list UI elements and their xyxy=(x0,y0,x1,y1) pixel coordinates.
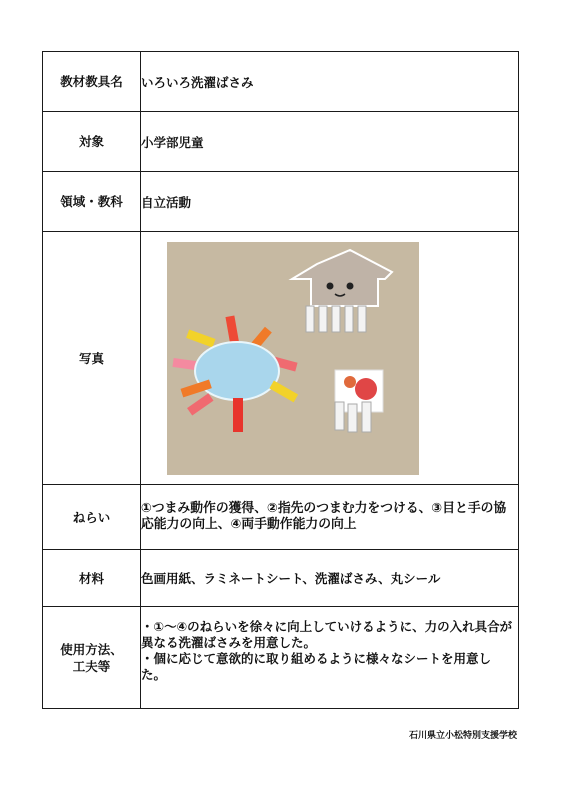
area-value: 自立活動 xyxy=(141,172,519,232)
usage-line1: ・①～④のねらいを徐々に向上していけるように、力の入れ具合が異なる洗濯ばさみを用意した。 xyxy=(141,618,513,650)
aim-value: ①つまみ動作の獲得、②指先のつまむ力をつける、③目と手の協応能力の向上、④両手動作能力の向上 xyxy=(141,501,507,532)
photo-label: 写真 xyxy=(43,232,141,485)
row-usage xyxy=(43,607,519,709)
usage-label-line2: 工夫等 xyxy=(72,658,111,674)
name-value: いろいろ洗濯ばさみ xyxy=(141,52,519,112)
target-label: 対象 xyxy=(43,112,141,172)
target-value: 小学部児童 xyxy=(141,112,519,172)
aim-cell xyxy=(141,485,519,550)
photo xyxy=(167,242,419,475)
aim-label: ねらい xyxy=(43,485,141,550)
usage-cell xyxy=(141,607,519,709)
materials-value: 色画用紙、ラミネートシート、洗濯ばさみ、丸シール xyxy=(141,550,519,607)
usage-line2: ・個に応じて意欲的に取り組めるように様々なシートを用意した。 xyxy=(141,650,492,682)
photo-cell xyxy=(141,232,519,485)
name-label: 教材教具名 xyxy=(43,52,141,112)
row-materials xyxy=(43,550,519,607)
row-photo xyxy=(43,232,519,485)
area-label: 領域・教科 xyxy=(43,172,141,232)
usage-text xyxy=(141,619,518,683)
row-area xyxy=(43,172,519,232)
photo-illustration xyxy=(167,242,419,475)
row-aim xyxy=(43,485,519,550)
usage-label-line1: 使用方法、 xyxy=(60,641,123,657)
row-name xyxy=(43,52,519,112)
school-name: 石川県立小松特別支援学校 xyxy=(408,731,517,741)
materials-label: 材料 xyxy=(43,550,141,607)
info-table xyxy=(42,51,519,709)
usage-label xyxy=(43,607,141,709)
row-target xyxy=(43,112,519,172)
